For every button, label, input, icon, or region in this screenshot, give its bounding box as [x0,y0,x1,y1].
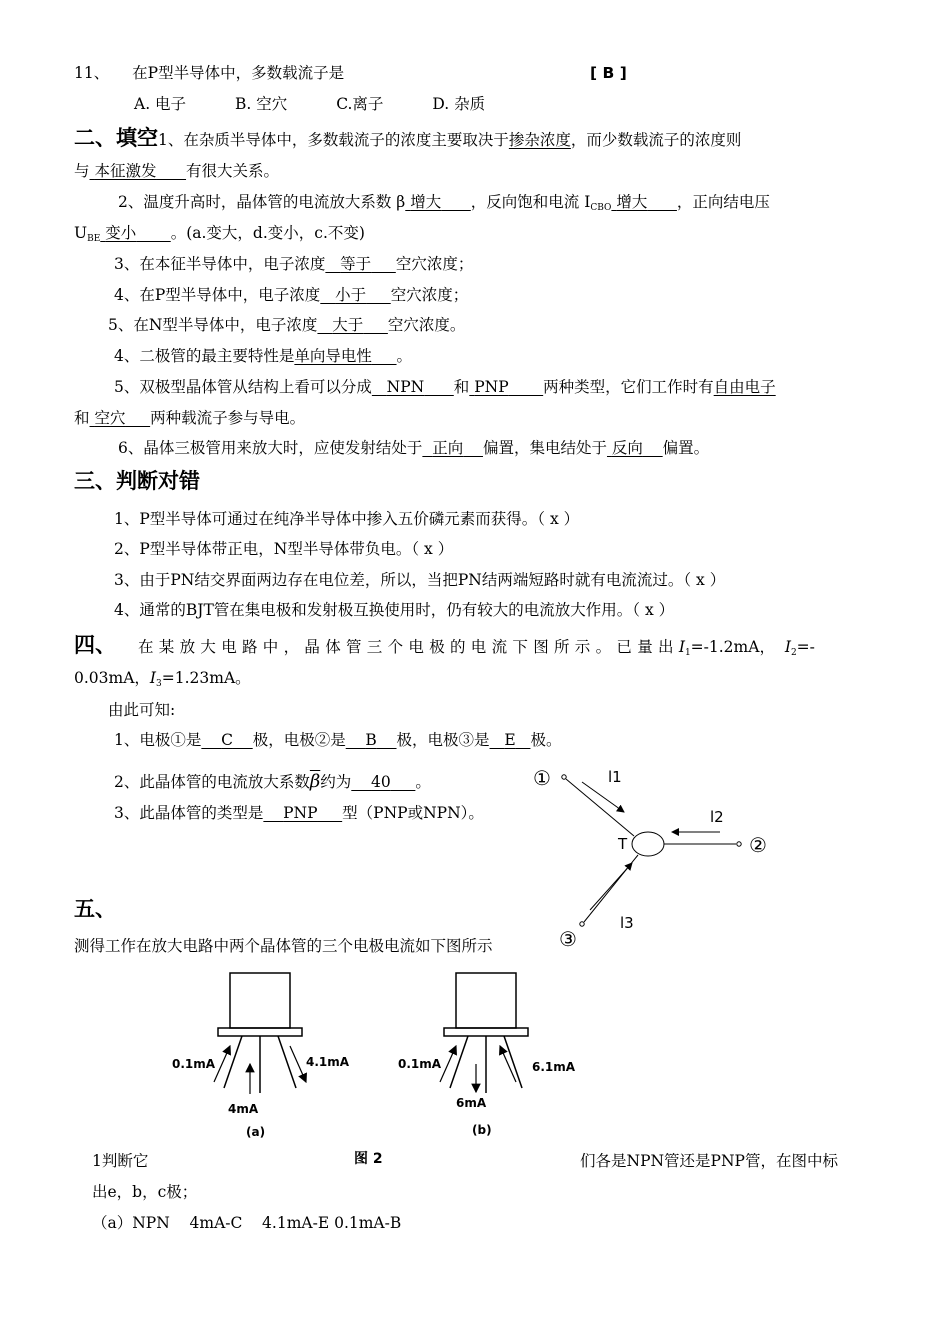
node-1-terminal [562,775,566,779]
fig-a-right-current: 4.1mA [306,1055,350,1069]
sec2-line10 [74,407,305,429]
sec2-text: 和 [453,378,470,396]
transistor-node [632,832,664,856]
sec2-text: 空穴浓度； [395,255,474,273]
sec3-item: 3、由于PN结交界面两边存在电位差，所以，当把PN结两端短路时就有电流流过。（ x ） [114,571,726,589]
sec2-line6 [114,284,468,306]
sec3-item: 1、P型半导体可通过在纯净半导体中掺入五价磷元素而获得。（ x ） [114,510,580,528]
arrow-l1 [582,782,624,812]
figure-2 [160,968,600,1167]
sec2-text: ，反向饱和电流 I [470,193,591,211]
sec2-line3 [118,191,770,219]
node-3-label: ③ [559,927,577,951]
node-2-terminal [737,842,741,846]
answer-blank: E [504,731,516,749]
answer-blank: 增大 [616,193,648,211]
sec5-q1-cont: 出e，b，c极； [92,1183,198,1201]
sec2-text: 偏置。 [662,439,710,457]
wire-1 [566,779,634,836]
sec4-intro: 在某放大电路中，晶体管三个电极的电流下图所示。已量出 [138,638,679,656]
q11-text: 在P型半导体中，多数载流子是 [132,64,345,82]
subscript: 2 [790,648,797,658]
fig-b-bottom-current: 6mA [456,1096,487,1110]
q11-options [134,93,485,115]
q11-option-c: C.离子 [336,95,384,113]
current-l3-label: l3 [620,914,634,932]
q11-answer: [ B ] [590,64,627,82]
sec2-line5 [114,253,473,275]
sec4-title: 四、 [74,633,116,657]
sec2-line1 [74,127,741,151]
transistor-a [214,973,306,1094]
sec2-text: 两种载流子参与导电。 [150,409,306,427]
sec2-text: 空穴浓度； [390,286,469,304]
sec4-line1 [74,634,815,664]
answer-blank: 掺杂浓度 [508,131,571,149]
transistor-t-label: T [618,835,628,853]
answer-blank: B [365,731,377,749]
answer-blank: 自由电子 [713,378,776,396]
answer-blank: 反向 [611,439,643,457]
sec2-text: 与 [74,162,90,180]
fig-a-caption: (a) [246,1125,266,1139]
sec2-text: 4、二极管的最主要特性是 [114,347,295,365]
current-value: 0.03mA， [74,669,150,687]
answer-blank: 等于 [340,255,372,273]
sec2-text: 和 [74,409,90,427]
fig-a-left-current: 0.1mA [172,1057,216,1071]
sec2-text: 2、温度升高时，晶体管的电流放大系数 β [118,193,406,211]
current-symbol: I [149,669,157,687]
answer-blank: 小于 [335,286,367,304]
sec2-text: 空穴浓度。 [387,316,466,334]
answer-blank: 空穴 [94,409,126,427]
answer-blank: C [221,731,233,749]
sec5-intro: 测得工作在放大电路中两个晶体管的三个电极电流如下图所示 [74,937,493,955]
sec3-item: 4、通常的BJT管在集电极和发射极互换使用时，仍有较大的电流放大作用。（ x ） [114,601,675,619]
current-l2-label: l2 [710,808,724,826]
sec4-q1: 1、电极①是 C 极，电极②是 B 极，电极③是 E 极。 [114,731,562,749]
sec2-line2 [74,160,279,182]
sec2-line4 [74,222,365,250]
subscript: 1 [684,648,691,658]
answer-blank: NPN [386,378,425,396]
fig-b-left-current: 0.1mA [398,1057,442,1071]
answer-blank: 大于 [332,316,364,334]
sec2-text: ，而少数载流子的浓度则 [570,131,742,149]
sec2-text: 5、双极型晶体管从结构上看可以分成 [114,378,372,396]
fig-b-caption: (b) [472,1123,492,1137]
sec5-q1-start: 1判断它 [92,1152,149,1170]
subscript: CBO [590,203,612,213]
answer-blank: PNP [474,378,509,396]
answer-blank: 单向导电性 [294,347,372,365]
sec2-text: 4、在P型半导体中，电子浓度 [114,286,321,304]
sec2-line11 [118,437,709,459]
sec2-line9 [114,376,776,398]
sec2-text: 有很大关系。 [186,162,280,180]
current-value: =-1.2mA， [690,638,775,656]
q11-line [74,62,344,84]
sec2-text: 两种类型，它们工作时有 [543,378,714,396]
q11-option-a: A. 电子 [134,95,187,113]
sec3-title: 三、判断对错 [74,469,200,493]
sec2-text: 偏置，集电结处于 [482,439,607,457]
answer-blank: PNP [283,804,318,822]
fig-a-bottom-current: 4mA [228,1102,259,1116]
transistor-b [440,973,528,1093]
current-symbol: I [784,638,791,656]
sec2-text: 。(a.变大，d.变小，c.不变) [170,224,365,242]
q11-option-d: D. 杂质 [432,95,486,113]
sec4-q2: 2、此晶体管的电流放大系数$\overline{\beta}$约为 40 。 [114,771,431,792]
sec2-line7 [108,314,465,336]
fig-b-right-current: 6.1mA [532,1060,576,1074]
answer-blank: 本征激发 [94,162,157,180]
current-value: =- [796,638,815,656]
sec2-text: 6、晶体三极管用来放大时，应使发射结处于 [118,439,423,457]
sec4-line2 [74,667,251,695]
sec2-text: 1、在杂质半导体中，多数载流子的浓度主要取决于 [158,131,509,149]
q11-option-b: B. 空穴 [235,95,288,113]
answer-blank: 40 [371,773,391,791]
node-3-terminal [580,922,584,926]
arrow-l3 [590,863,632,910]
sec5-title: 五、 [74,897,116,921]
sec5-q1-end: 们各是NPN管还是PNP管，在图中标 [580,1152,838,1170]
sec4-hence: 由此可知: [108,701,176,719]
sec2-text: 。 [396,347,413,365]
node-2-label: ② [749,833,767,857]
sec2-text: 5、在N型半导体中，电子浓度 [108,316,318,334]
sec2-text: ，正向结电压 [676,193,770,211]
transistor-node-figure [520,760,780,960]
answer-blank: 变小 [105,224,137,242]
subscript: 3 [156,679,162,689]
sec2-line8 [114,345,412,367]
sec4-q3: 3、此晶体管的类型是 PNP 型（PNP或NPN）。 [114,804,484,822]
current-l1-label: l1 [608,768,622,786]
current-value: =1.23mA。 [161,669,251,687]
node-1-label: ① [533,766,551,790]
answer-blank: 正向 [432,439,464,457]
figure-2-caption: 图 2 [354,1151,383,1167]
sec2-title: 二、填空 [74,126,158,150]
current-symbol: I [678,638,685,656]
sec5-answer: （a）NPN 4mA-C 4.1mA-E 0.1mA-B [92,1214,402,1232]
sec2-text: 3、在本征半导体中，电子浓度 [114,255,326,273]
sec2-text: U [74,224,88,242]
beta-symbol: $\overline{\beta}$ [309,771,321,792]
subscript: BE [87,234,101,244]
answer-blank: 增大 [410,193,442,211]
sec3-item: 2、P型半导体带正电，N型半导体带负电。（ x ） [114,540,454,558]
q11-number: 11、 [74,64,110,82]
